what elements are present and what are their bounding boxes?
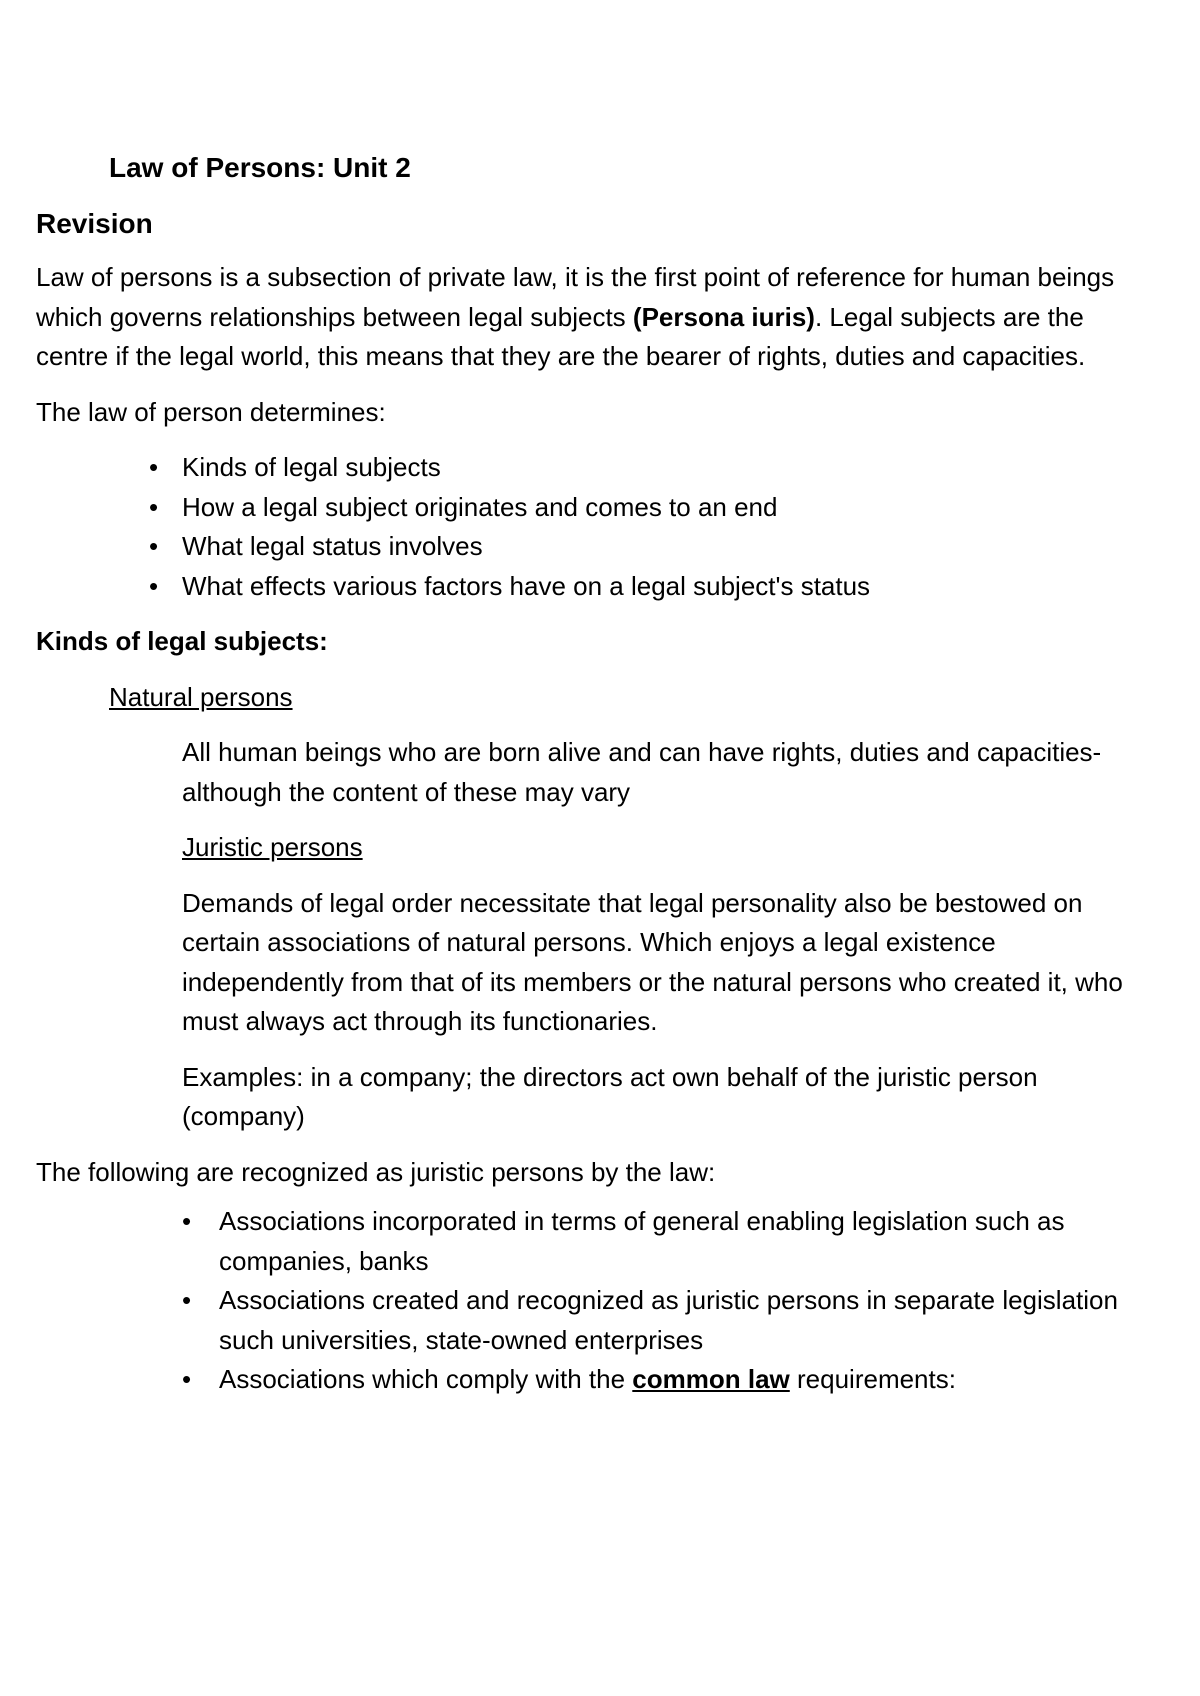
determines-intro: The law of person determines: xyxy=(36,396,386,427)
document-page xyxy=(36,148,1126,1416)
persona-iuris-term: (Persona iuris) xyxy=(632,301,815,332)
list-item: • What legal status involves xyxy=(36,527,1126,567)
determines-list xyxy=(36,448,1126,606)
list-item: • How a legal subject originates and comes to an end xyxy=(36,488,1126,528)
document-title: Law of Persons: Unit 2 xyxy=(109,152,411,183)
list-item xyxy=(36,1360,1126,1400)
juristic-persons-heading: Juristic persons xyxy=(182,832,363,862)
list-item: • What effects various factors have on a legal subject's status xyxy=(36,567,1126,607)
common-law-term: common law xyxy=(632,1364,790,1394)
list-item: • Associations incorporated in terms of general enabling legislation such as companies, banks xyxy=(36,1202,1126,1281)
revision-paragraph xyxy=(36,258,1126,377)
revision-text-end: . Legal subjects are the centre if the legal world, this means that they are the bearer of rights, duties and capacities. xyxy=(36,301,1086,371)
common-law-item-end: requirements: xyxy=(789,1364,956,1394)
recognized-intro: The following are recognized as juristic persons by the law: xyxy=(36,1156,716,1187)
natural-persons-text: All human beings who are born alive and can have rights, duties and capacities-although the content of these may vary xyxy=(182,737,1102,807)
kinds-heading: Kinds of legal subjects: xyxy=(36,626,328,656)
juristic-example-text: Examples: in a company; the directors act own behalf of the juristic person (company) xyxy=(182,1061,1038,1131)
revision-heading: Revision xyxy=(36,208,153,239)
juristic-persons-text: Demands of legal order necessitate that legal personality also be bestowed on certain associations of natural persons. Which enjoys a legal existence independently from that of its members or the natural persons who created it, who must always act through its functionaries. xyxy=(182,887,1123,1036)
natural-persons-heading: Natural persons xyxy=(109,681,293,712)
common-law-item-start: Associations which comply with the xyxy=(219,1364,633,1394)
revision-text-start: Law of persons is a subsection of private law, it is the first point of reference for human beings which governs relationships between legal subjects xyxy=(36,262,1115,332)
list-item: • Kinds of legal subjects xyxy=(36,448,1126,488)
list-item: • Associations created and recognized as juristic persons in separate legislation such universities, state-owned enterprises xyxy=(36,1281,1126,1360)
recognized-list xyxy=(36,1202,1126,1400)
